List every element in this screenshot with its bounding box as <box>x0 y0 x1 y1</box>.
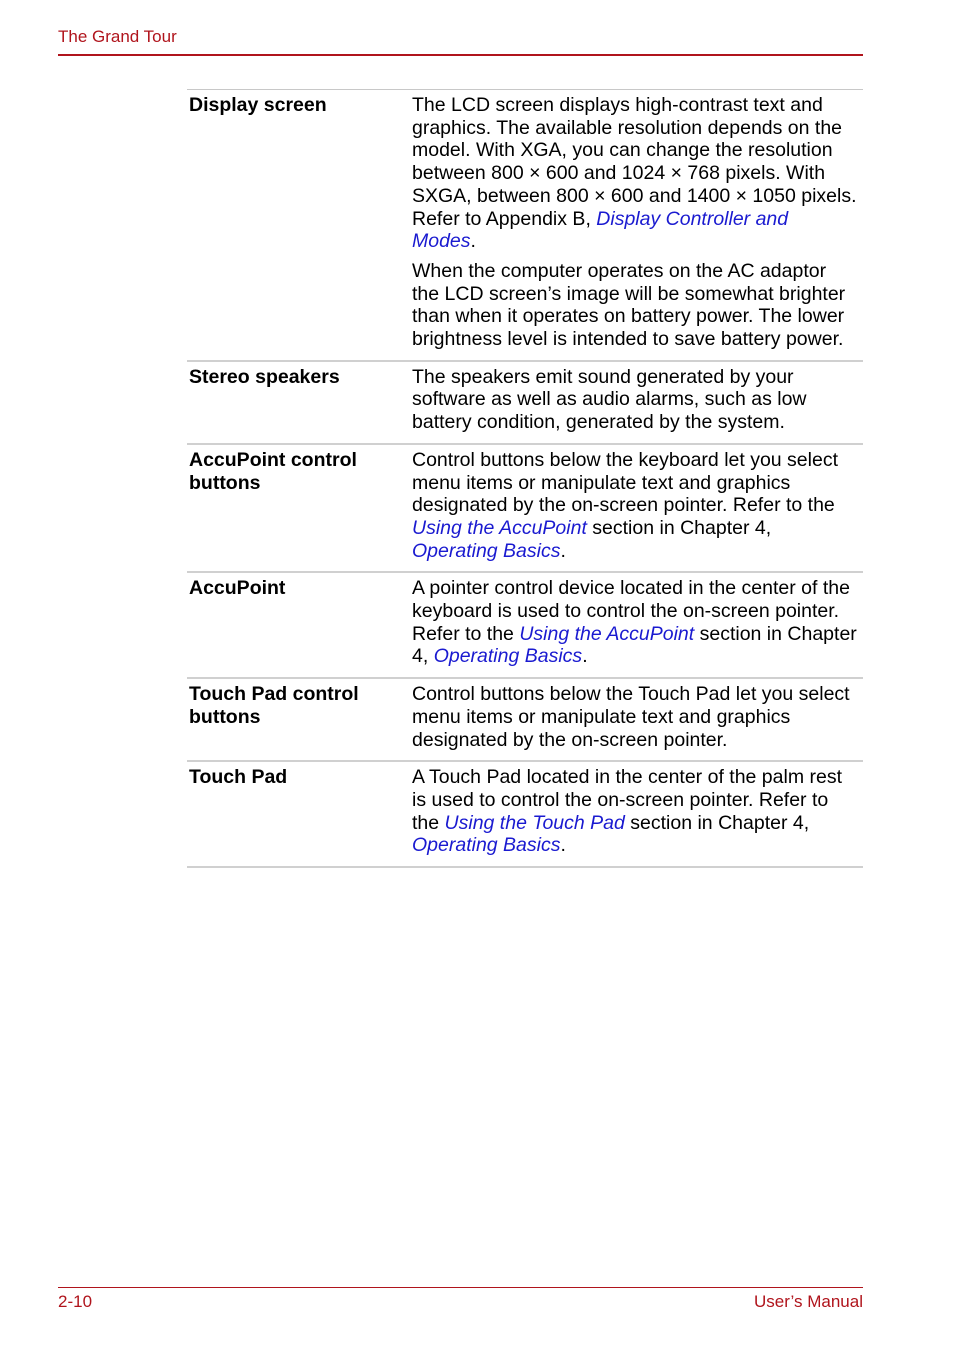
link-display-controller-and-modes[interactable]: Display Controller and Modes <box>412 207 789 253</box>
table-row-accupoint <box>187 573 863 679</box>
link-using-the-accupoint[interactable]: Using the AccuPoint <box>519 622 695 645</box>
description-text: The LCD screen displays high-contrast text and graphics. The available resolution depends on the model. With XGA, you can change the resolution between 800 × 600 and 1024 × 768 pixels. With SXGA, between 800 × 600 and 1400 × 1050 pixels. Refer to Appendix B, <box>412 94 857 230</box>
term-stereo-speakers: Stereo speakers <box>189 365 340 388</box>
description-paragraph <box>412 577 857 668</box>
link-operating-basics[interactable]: Operating Basics <box>433 645 583 668</box>
description-touch-pad <box>412 766 863 857</box>
header-rule <box>58 54 863 56</box>
running-header-title: The Grand Tour <box>58 27 177 46</box>
description-text: . <box>582 645 588 668</box>
term-touch-pad-control-buttons: Touch Pad control buttons <box>189 683 359 729</box>
table-row-touch-pad <box>187 762 863 868</box>
table-row-accupoint-control-buttons <box>187 445 863 574</box>
description-text: section in Chapter 4, <box>624 811 810 834</box>
description-paragraph <box>412 94 857 253</box>
description-text: section in Chapter 4, <box>412 622 857 668</box>
link-using-the-touch-pad[interactable]: Using the Touch Pad <box>444 811 625 834</box>
feature-table <box>187 89 863 868</box>
description-text: Control buttons below the keyboard let you select menu items or manipulate text and graphics designated by the on-screen pointer. Refer to the <box>412 448 839 517</box>
link-using-the-accupoint[interactable]: Using the AccuPoint <box>412 516 587 539</box>
page-number: 2-10 <box>58 1292 93 1311</box>
link-operating-basics[interactable]: Operating Basics <box>412 539 561 562</box>
description-paragraph <box>412 766 857 857</box>
description-text: section in Chapter 4, <box>586 516 772 539</box>
description-display-screen <box>412 94 863 351</box>
table-row-stereo-speakers <box>187 362 863 445</box>
footer-rule <box>58 1287 863 1288</box>
description-accupoint-control-buttons <box>412 449 863 563</box>
term-display-screen: Display screen <box>189 94 327 116</box>
description-text: . <box>560 834 566 857</box>
manual-title: User’s Manual <box>754 1292 863 1311</box>
term-accupoint: AccuPoint <box>189 577 286 600</box>
table-row-touch-pad-control-buttons <box>187 679 863 762</box>
description-paragraph: When the computer operates on the AC adaptor the LCD screen’s image will be somewhat brighter than when it operates on battery power. The lower brightness level is intended to save battery power. <box>412 259 846 351</box>
description-text: A Touch Pad located in the center of the palm rest is used to control the on-screen pointer. Refer to the <box>412 766 842 834</box>
description-text: . <box>470 230 476 253</box>
description-accupoint <box>412 577 863 668</box>
term-touch-pad: Touch Pad <box>189 766 288 789</box>
description-stereo-speakers <box>412 366 863 434</box>
description-paragraph <box>412 449 857 563</box>
description-paragraph: The speakers emit sound generated by your software as well as audio alarms, such as low battery condition, generated by the system. <box>412 365 807 434</box>
table-row-display-screen <box>187 90 863 362</box>
description-paragraph: Control buttons below the Touch Pad let you select menu items or manipulate text and graphics designated by the on-screen pointer. <box>412 683 850 751</box>
description-text: A pointer control device located in the center of the keyboard is used to control the on-screen pointer. Refer to the <box>412 577 850 645</box>
description-text: . <box>560 539 566 562</box>
description-touch-pad-control-buttons <box>412 683 863 751</box>
term-accupoint-control-buttons: AccuPoint control buttons <box>189 448 357 494</box>
link-operating-basics[interactable]: Operating Basics <box>412 834 561 857</box>
